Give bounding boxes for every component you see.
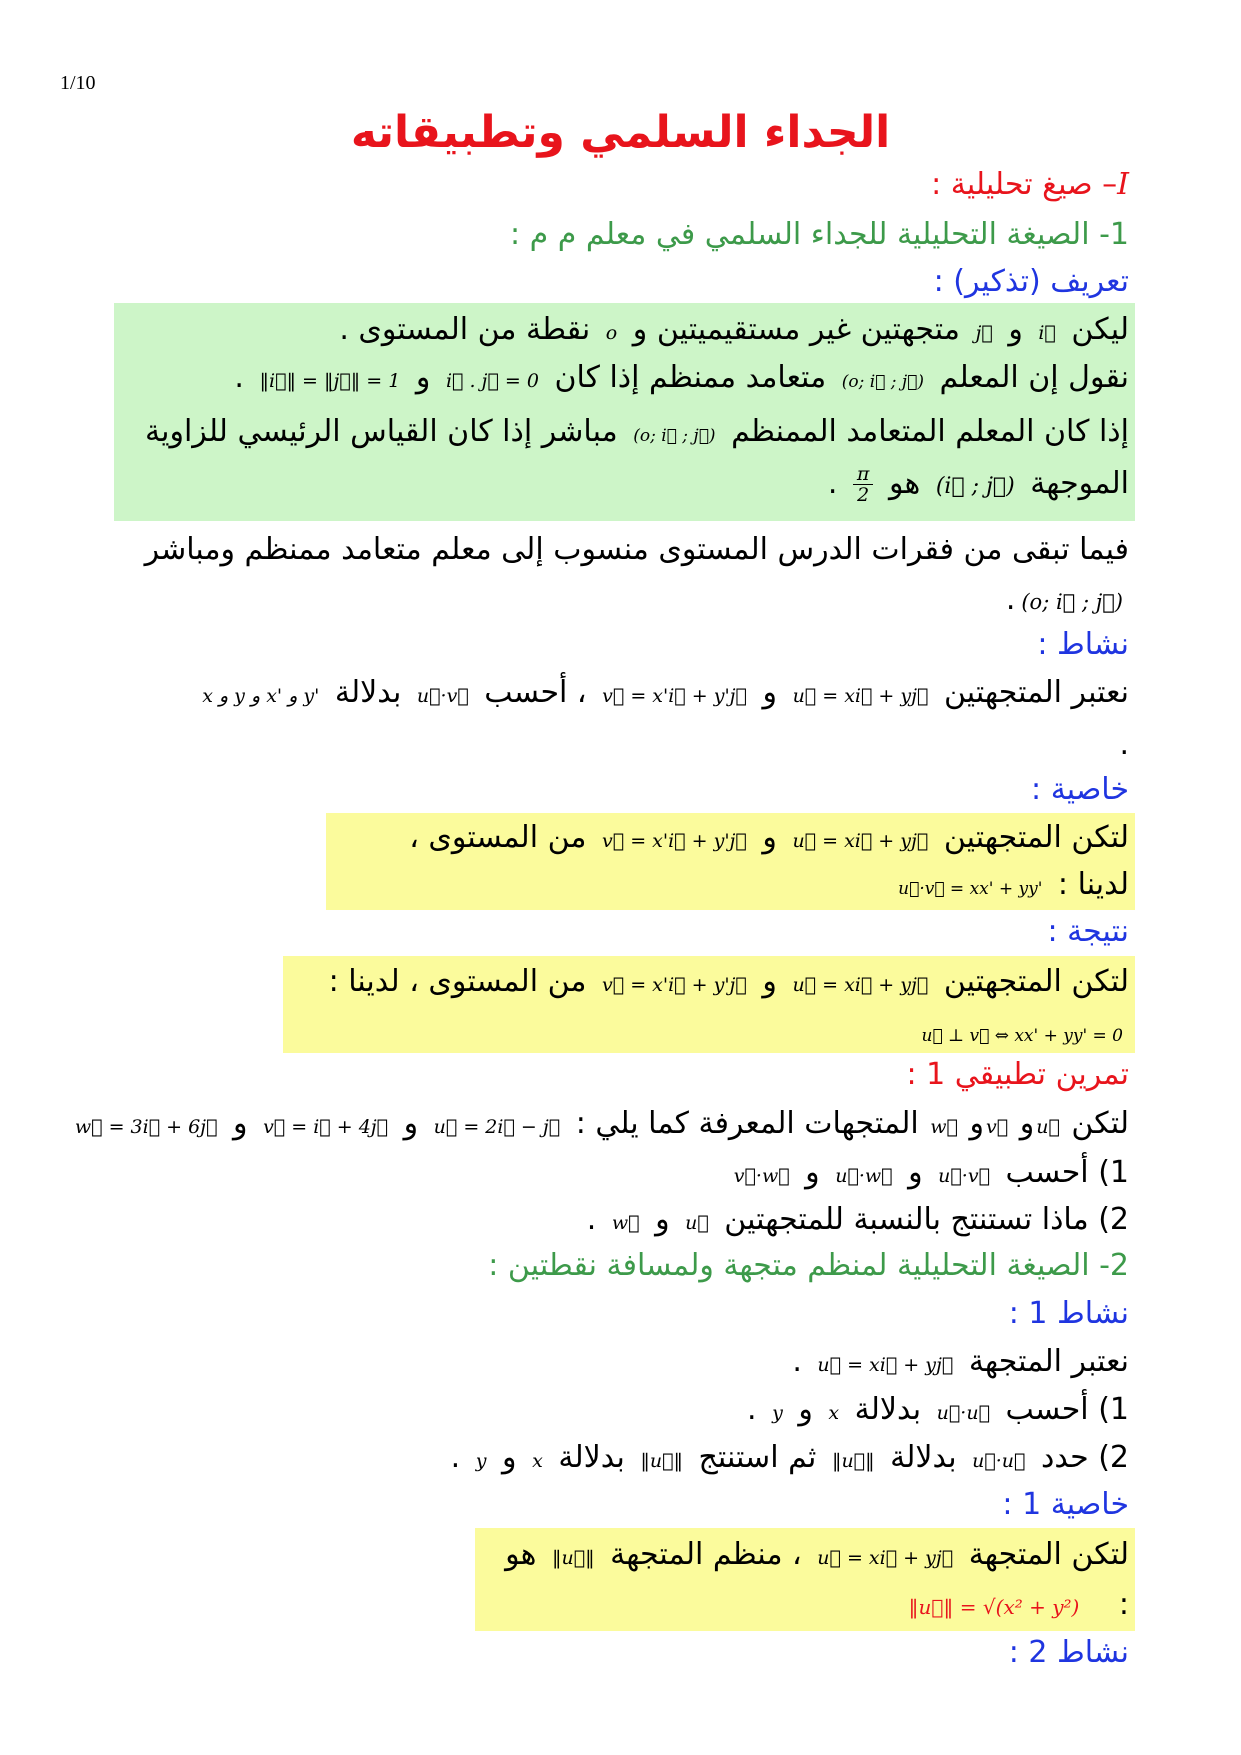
page-number: 1/10 bbox=[60, 72, 96, 94]
vector-v-formula: v⃗ = x'i⃗ + y'j⃗ bbox=[602, 974, 747, 996]
section-1-heading bbox=[931, 165, 1129, 205]
pi-over-2-fraction: $\frac{\pi}{2}$ bbox=[853, 464, 874, 505]
activity-line: نعتبر المتجهتين u⃗ = xi⃗ + yj⃗ و v⃗ = x'i⃗ + y'j⃗ ، أحسب u⃗·v⃗ بدلالة x و y و x' و y' bbox=[196, 673, 1129, 716]
subsection-1-heading: 1- الصيغة التحليلية للجداء السلمي في معلم م م : bbox=[510, 217, 1129, 252]
continuation-line-1: فيما تبقى من فقرات الدرس المستوى منسوب إلى معلم متعامد ممنظم ومباشر bbox=[144, 532, 1129, 567]
vector-j: j⃗ bbox=[975, 322, 993, 344]
vector-v-definition: v⃗ = i⃗ + 4j⃗ bbox=[263, 1116, 389, 1138]
exercise-line-1: لتكن u⃗و v⃗و w⃗ المتجهات المعرفة كما يلي : u⃗ = 2i⃗ − j⃗ و v⃗ = i⃗ + 4j⃗ و w⃗ = 3i⃗ + 6j⃗ bbox=[69, 1104, 1129, 1147]
dot-product-uv: u⃗·v⃗ bbox=[416, 685, 469, 707]
section-label: – صيغ تحليلية : bbox=[931, 167, 1118, 202]
activity-1-question-2: 2) حدد u⃗·u⃗ بدلالة ‖u⃗‖ ثم استنتج ‖u⃗‖ بدلالة x و y . bbox=[450, 1440, 1129, 1475]
property-heading: خاصية : bbox=[1031, 772, 1129, 807]
orthogonality-formula: u⃗ ⊥ v⃗ ⇔ xx' + yy' = 0 bbox=[921, 1026, 1123, 1046]
dot-product-formula: u⃗·v⃗ = xx' + yy' bbox=[898, 879, 1043, 899]
angle-formula: (i⃗ ; j⃗) bbox=[935, 474, 1015, 499]
vector-w-definition: w⃗ = 3i⃗ + 6j⃗ bbox=[74, 1116, 218, 1138]
activity-1-line-1: نعتبر المتجهة u⃗ = xi⃗ + yj⃗ . bbox=[792, 1342, 1129, 1385]
norm-formula: ‖u⃗‖ = √(x² + y²) bbox=[908, 1595, 1080, 1619]
frame-formula: (o; i⃗ ; j⃗) bbox=[633, 426, 716, 446]
vector-u-formula: u⃗ = xi⃗ + yj⃗ bbox=[817, 1547, 954, 1569]
result-line-2 bbox=[916, 1012, 1129, 1056]
activity-1-heading: نشاط 1 : bbox=[1008, 1296, 1129, 1331]
frame-formula: (o; i⃗ ; j⃗) bbox=[1021, 590, 1123, 614]
variables-list: x و y و x' و y' bbox=[202, 685, 320, 707]
result-line-1: لتكن المتجهتين u⃗ = xi⃗ + yj⃗ و v⃗ = x'i⃗ + y'j⃗ من المستوى ، لدينا : bbox=[329, 962, 1129, 1005]
property-1-line-1: لتكن المتجهة u⃗ = xi⃗ + yj⃗ ، منظم المتجهة ‖u⃗‖ هو bbox=[505, 1535, 1129, 1578]
section-numeral: I bbox=[1117, 167, 1129, 202]
subsection-2-heading: 2- الصيغة التحليلية لمنظم متجهة ولمسافة نقطتين : bbox=[488, 1248, 1129, 1283]
vector-u-formula: u⃗ = xi⃗ + yj⃗ bbox=[817, 1354, 954, 1376]
definition-line-1: ليكن i⃗ و j⃗ متجهتين غير مستقيميتين و o نقطة من المستوى . bbox=[339, 310, 1129, 353]
definition-line-4: الموجهة (i⃗ ; j⃗) هو $\frac{\pi}{2}$ . bbox=[827, 463, 1129, 506]
dot-product-formula: i⃗ . j⃗ = 0 bbox=[445, 370, 539, 392]
vector-u-formula: u⃗ = xi⃗ + yj⃗ bbox=[792, 974, 929, 996]
continuation-line-2: (o; i⃗ ; j⃗). bbox=[1006, 580, 1129, 622]
norm-formula: ‖i⃗‖ = ‖j⃗‖ = 1 bbox=[259, 370, 401, 392]
exercise-heading: تمرين تطبيقي 1 : bbox=[906, 1057, 1129, 1092]
definition-line-3: إذا كان المعلم المتعامد الممنظم (o; i⃗ ; j⃗) مباشر إذا كان القياس الرئيسي للزاوية bbox=[145, 412, 1129, 456]
vector-v-formula: v⃗ = x'i⃗ + y'j⃗ bbox=[602, 685, 747, 707]
vector-u-definition: u⃗ = 2i⃗ − j⃗ bbox=[433, 1116, 561, 1138]
point-o: o bbox=[605, 322, 618, 344]
vector-v-formula: v⃗ = x'i⃗ + y'j⃗ bbox=[602, 830, 747, 852]
frame-formula: (o; i⃗ ; j⃗) bbox=[841, 372, 924, 392]
result-heading: نتيجة : bbox=[1047, 914, 1129, 949]
exercise-question-1: 1) أحسب u⃗·v⃗ و u⃗·w⃗ و v⃗·w⃗ bbox=[733, 1155, 1129, 1190]
activity-1-question-1: 1) أحسب u⃗·u⃗ بدلالة x و y . bbox=[746, 1392, 1129, 1427]
definition-heading: تعريف (تذكير) : bbox=[933, 264, 1129, 299]
vector-i: i⃗ bbox=[1038, 322, 1056, 344]
vector-u-formula: u⃗ = xi⃗ + yj⃗ bbox=[792, 685, 929, 707]
activity-end: . bbox=[1119, 727, 1129, 762]
activity-heading: نشاط : bbox=[1037, 627, 1129, 662]
vector-u-formula: u⃗ = xi⃗ + yj⃗ bbox=[792, 830, 929, 852]
property-1-line-2: : ‖u⃗‖ = √(x² + y²) bbox=[903, 1585, 1129, 1627]
definition-line-2: نقول إن المعلم (o; i⃗ ; j⃗) متعامد ممنظم إذا كان i⃗ . j⃗ = 0 و ‖i⃗‖ = ‖j⃗‖ = 1 . bbox=[234, 358, 1129, 402]
property-line-2: لدينا : u⃗·v⃗ = xx' + yy' bbox=[892, 865, 1129, 909]
activity-2-heading: نشاط 2 : bbox=[1008, 1635, 1129, 1670]
exercise-question-2: 2) ماذا تستنتج بالنسبة للمتجهتين u⃗ و w⃗ . bbox=[586, 1202, 1129, 1237]
property-1-heading: خاصية 1 : bbox=[1002, 1487, 1129, 1522]
property-line-1: لتكن المتجهتين u⃗ = xi⃗ + yj⃗ و v⃗ = x'i⃗ + y'j⃗ من المستوى ، bbox=[409, 818, 1129, 861]
page-title: الجداء السلمي وتطبيقاته bbox=[350, 107, 891, 158]
